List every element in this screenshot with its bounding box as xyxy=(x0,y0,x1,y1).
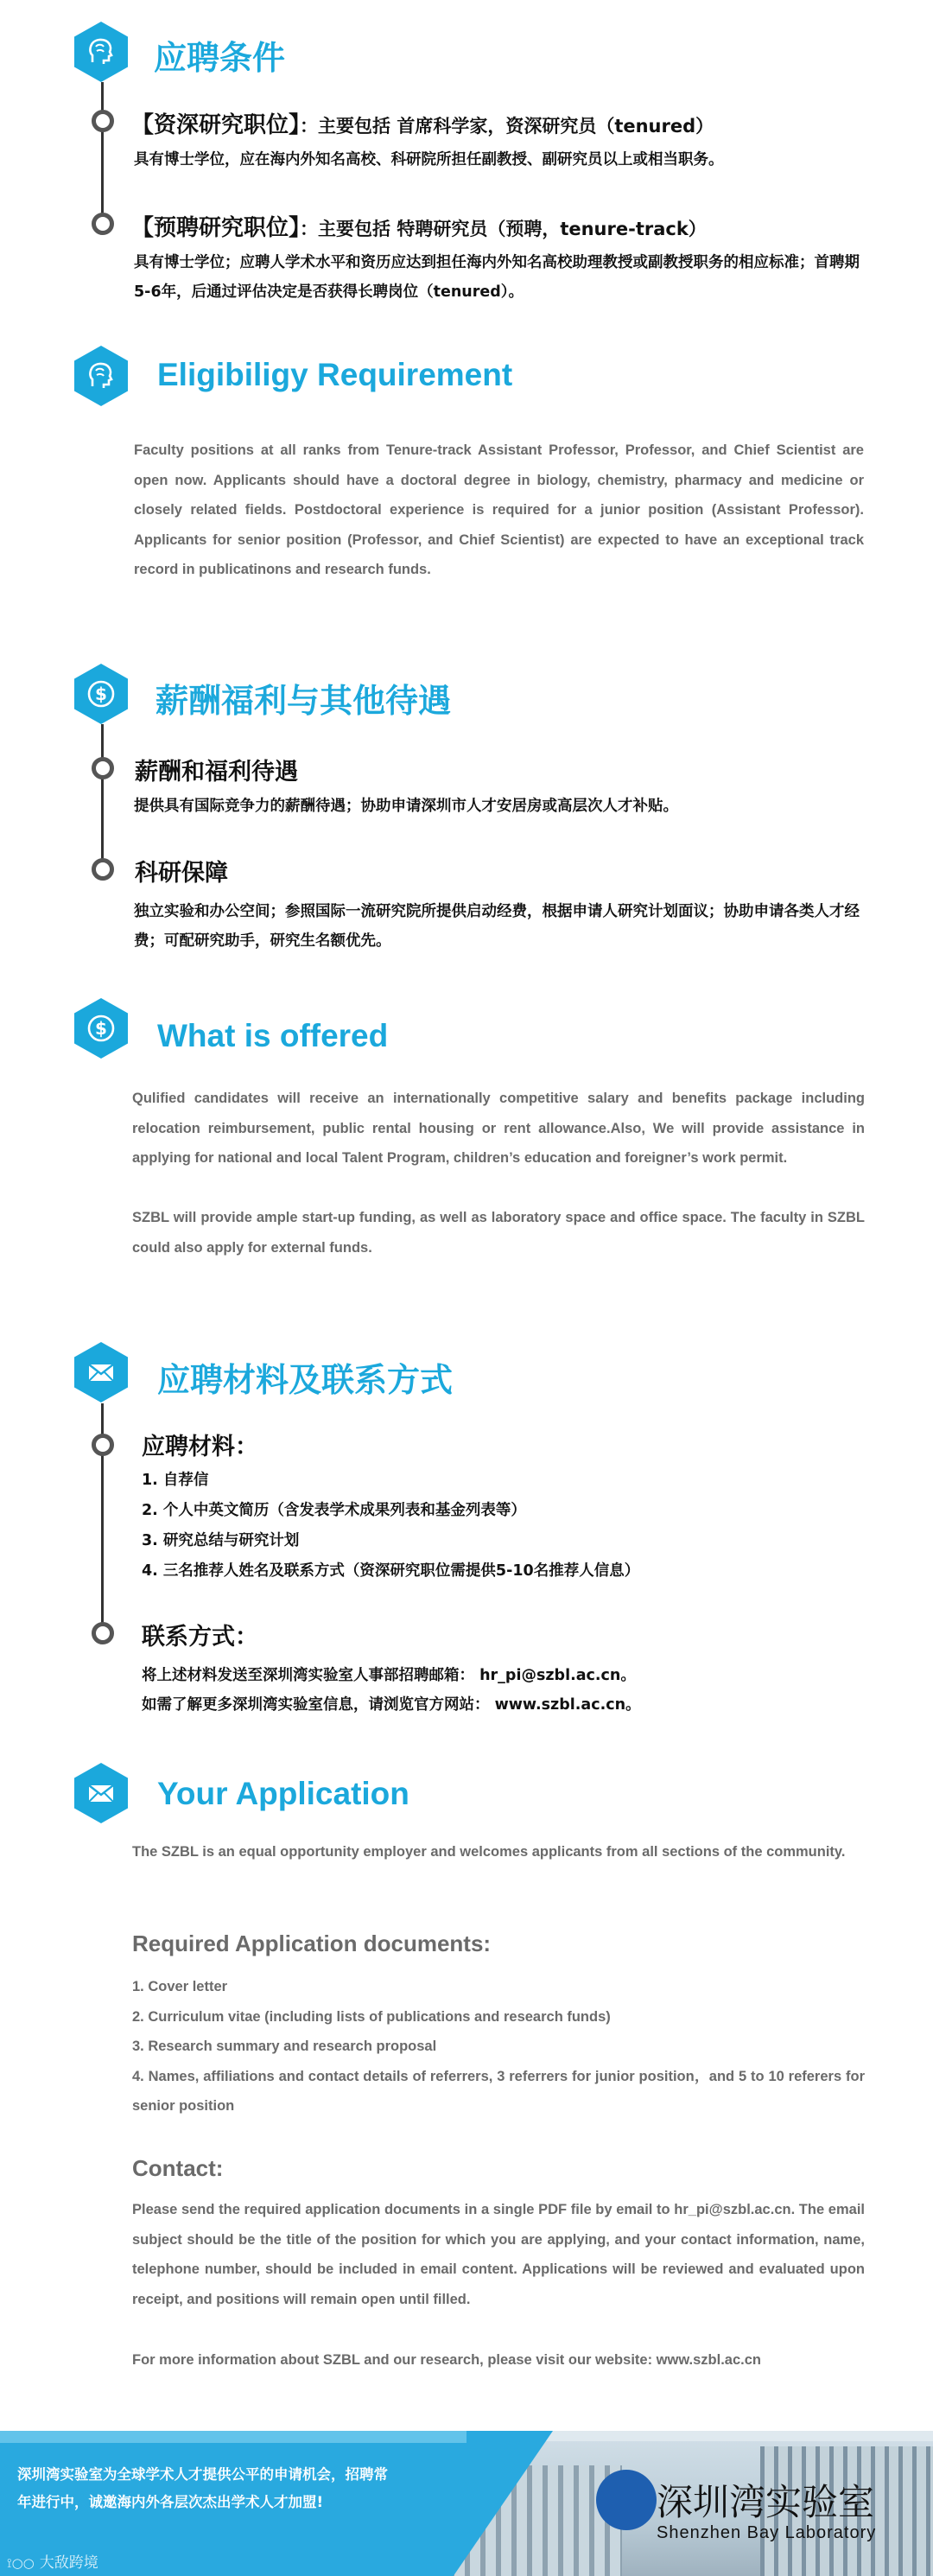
section-title: 应聘条件 xyxy=(154,39,286,77)
section-title: Your Application xyxy=(157,1776,409,1811)
item-heading: 【预聘研究职位】：主要包括 特聘研究员（预聘，tenure-track） xyxy=(131,215,707,241)
envelope-icon xyxy=(74,1763,128,1823)
paragraph: Please send the required application documents in a single PDF file by email to hr_pi@szbl.ac.cn. The email subject should be the title of the position for which you are applying, and your contact information, name, telephone number, should be included in email content. Applications will be reviewed and evaluated upon receipt, and positions will remain open until filled. xyxy=(132,2202,865,2307)
footer-banner xyxy=(0,2431,933,2576)
item-heading: 【资深研究职位】：主要包括 首席科学家，资深研究员（tenured） xyxy=(131,112,714,138)
timeline-node xyxy=(92,213,114,235)
list-item: 4. Names, affiliations and contact details of referrers, 3 referrers for junior position，and 5 to 10 referers for senior position xyxy=(132,2068,865,2114)
list-item: 2. 个人中英文简历（含发表学术成果列表和基金列表等） xyxy=(142,1502,526,1519)
contact-website-line: 如需了解更多深圳湾实验室信息，请浏览官方网站： www.szbl.ac.cn。 xyxy=(142,1696,641,1714)
timeline-node xyxy=(92,1434,114,1456)
timeline-node xyxy=(92,1622,114,1644)
brain-head-icon xyxy=(74,22,128,82)
banner-text: 深圳湾实验室为全球学术人才提供公平的申请机会，招聘常年进行中，诚邀海内外各层次杰出学术人才加盟! xyxy=(17,2466,388,2510)
contact-heading: Contact: xyxy=(132,2155,224,2181)
more-info: For more information about SZBL and our research, please visit our website: www.szbl.ac.cn xyxy=(132,2352,761,2368)
logo-cn: 深圳湾实验室 xyxy=(657,2481,875,2523)
item-body: 独立实验和办公空间；参照国际一流研究院所提供启动经费，根据申请人研究计划面议；协助申请各类人才经费；可配研究助手，研究生名额优先。 xyxy=(134,903,860,950)
section-title: 薪酬福利与其他待遇 xyxy=(156,682,452,720)
brain-head-icon xyxy=(74,346,128,406)
contact-heading: 联系方式： xyxy=(142,1624,258,1651)
logo-en: Shenzhen Bay Laboratory xyxy=(657,2523,877,2542)
item-body: 具有博士学位；应聘人学术水平和资历应达到担任海内外知名高校助理教授或副教授职务的相应标准；首聘期5-6年，后通过评估决定是否获得长聘岗位（tenured）。 xyxy=(134,254,860,301)
paragraph: SZBL will provide ample start-up funding, as well as laboratory space and office space. The faculty in SZBL could also apply for external funds. xyxy=(132,1210,865,1256)
paragraph: Faculty positions at all ranks from Tenure-track Assistant Professor, Professor, and Chief Scientist are open now. Applicants should have a doctoral degree in biology, chemistry, pharmacy and medicine or closely related fields. Postdoctoral experience is required for a junior position (Assistant Professor). Applicants for senior position (Professor, and Chief Scientist) are expected to have an exceptional track record in publicatinons and research funds. xyxy=(134,442,864,577)
item-heading: 科研保障 xyxy=(135,860,228,887)
item-body: 具有博士学位，应在海内外知名高校、科研院所担任副教授、副研究员以上或相当职务。 xyxy=(134,151,724,169)
svg-text:$: $ xyxy=(95,1018,107,1039)
watermark: ⟟○○ 大敌跨境 xyxy=(7,2554,98,2572)
docs-list xyxy=(132,1972,865,2121)
paragraph: The SZBL is an equal opportunity employer and welcomes applicants from all sections of the community. xyxy=(132,1844,846,1860)
timeline-node xyxy=(92,110,114,132)
list-item: 3. Research summary and research proposal xyxy=(132,2039,437,2054)
item-heading: 薪酬和福利待遇 xyxy=(135,759,298,786)
list-item: 3. 研究总结与研究计划 xyxy=(142,1532,300,1549)
list-item: 2. Curriculum vitae (including lists of publications and research funds) xyxy=(132,2008,611,2025)
timeline-line xyxy=(101,82,104,220)
timeline-line xyxy=(101,724,104,871)
list-item: 1. Cover letter xyxy=(132,1979,228,1994)
blue-banner-stripe xyxy=(0,2431,466,2443)
list-item: 4. 三名推荐人姓名及联系方式（资深研究职位需提供5-10名推荐人信息） xyxy=(142,1562,640,1580)
watermark-logo-icon: ⟟○○ xyxy=(7,2555,35,2571)
envelope-icon xyxy=(74,1342,128,1402)
section-title: What is offered xyxy=(157,1018,389,1053)
paragraph: Qulified candidates will receive an internationally competitive salary and benefits package including relocation reimbursement, public rental housing or rent allowance.Also, We will provide assistance in applying for national and local Talent Program, children’s education and foreigner’s work permit. xyxy=(132,1091,865,1166)
dollar-coin-icon xyxy=(74,664,128,724)
materials-list xyxy=(142,1466,639,1587)
lab-logo-icon xyxy=(596,2470,657,2530)
item-body: 提供具有国际竞争力的薪酬待遇；协助申请深圳市人才安居房或高层次人才补贴。 xyxy=(134,798,678,815)
timeline-node xyxy=(92,858,114,881)
svg-text:$: $ xyxy=(95,684,107,704)
section-title: Eligibiligy Requirement xyxy=(157,357,513,392)
materials-heading: 应聘材料： xyxy=(142,1434,258,1460)
docs-heading: Required Application documents: xyxy=(132,1930,492,1956)
timeline-node xyxy=(92,757,114,779)
section-title: 应聘材料及联系方式 xyxy=(157,1361,454,1399)
dollar-coin-icon xyxy=(74,998,128,1059)
contact-email-line: 将上述材料发送至深圳湾实验室人事部招聘邮箱： hr_pi@szbl.ac.cn。 xyxy=(142,1667,636,1684)
list-item: 1. 自荐信 xyxy=(142,1472,209,1489)
